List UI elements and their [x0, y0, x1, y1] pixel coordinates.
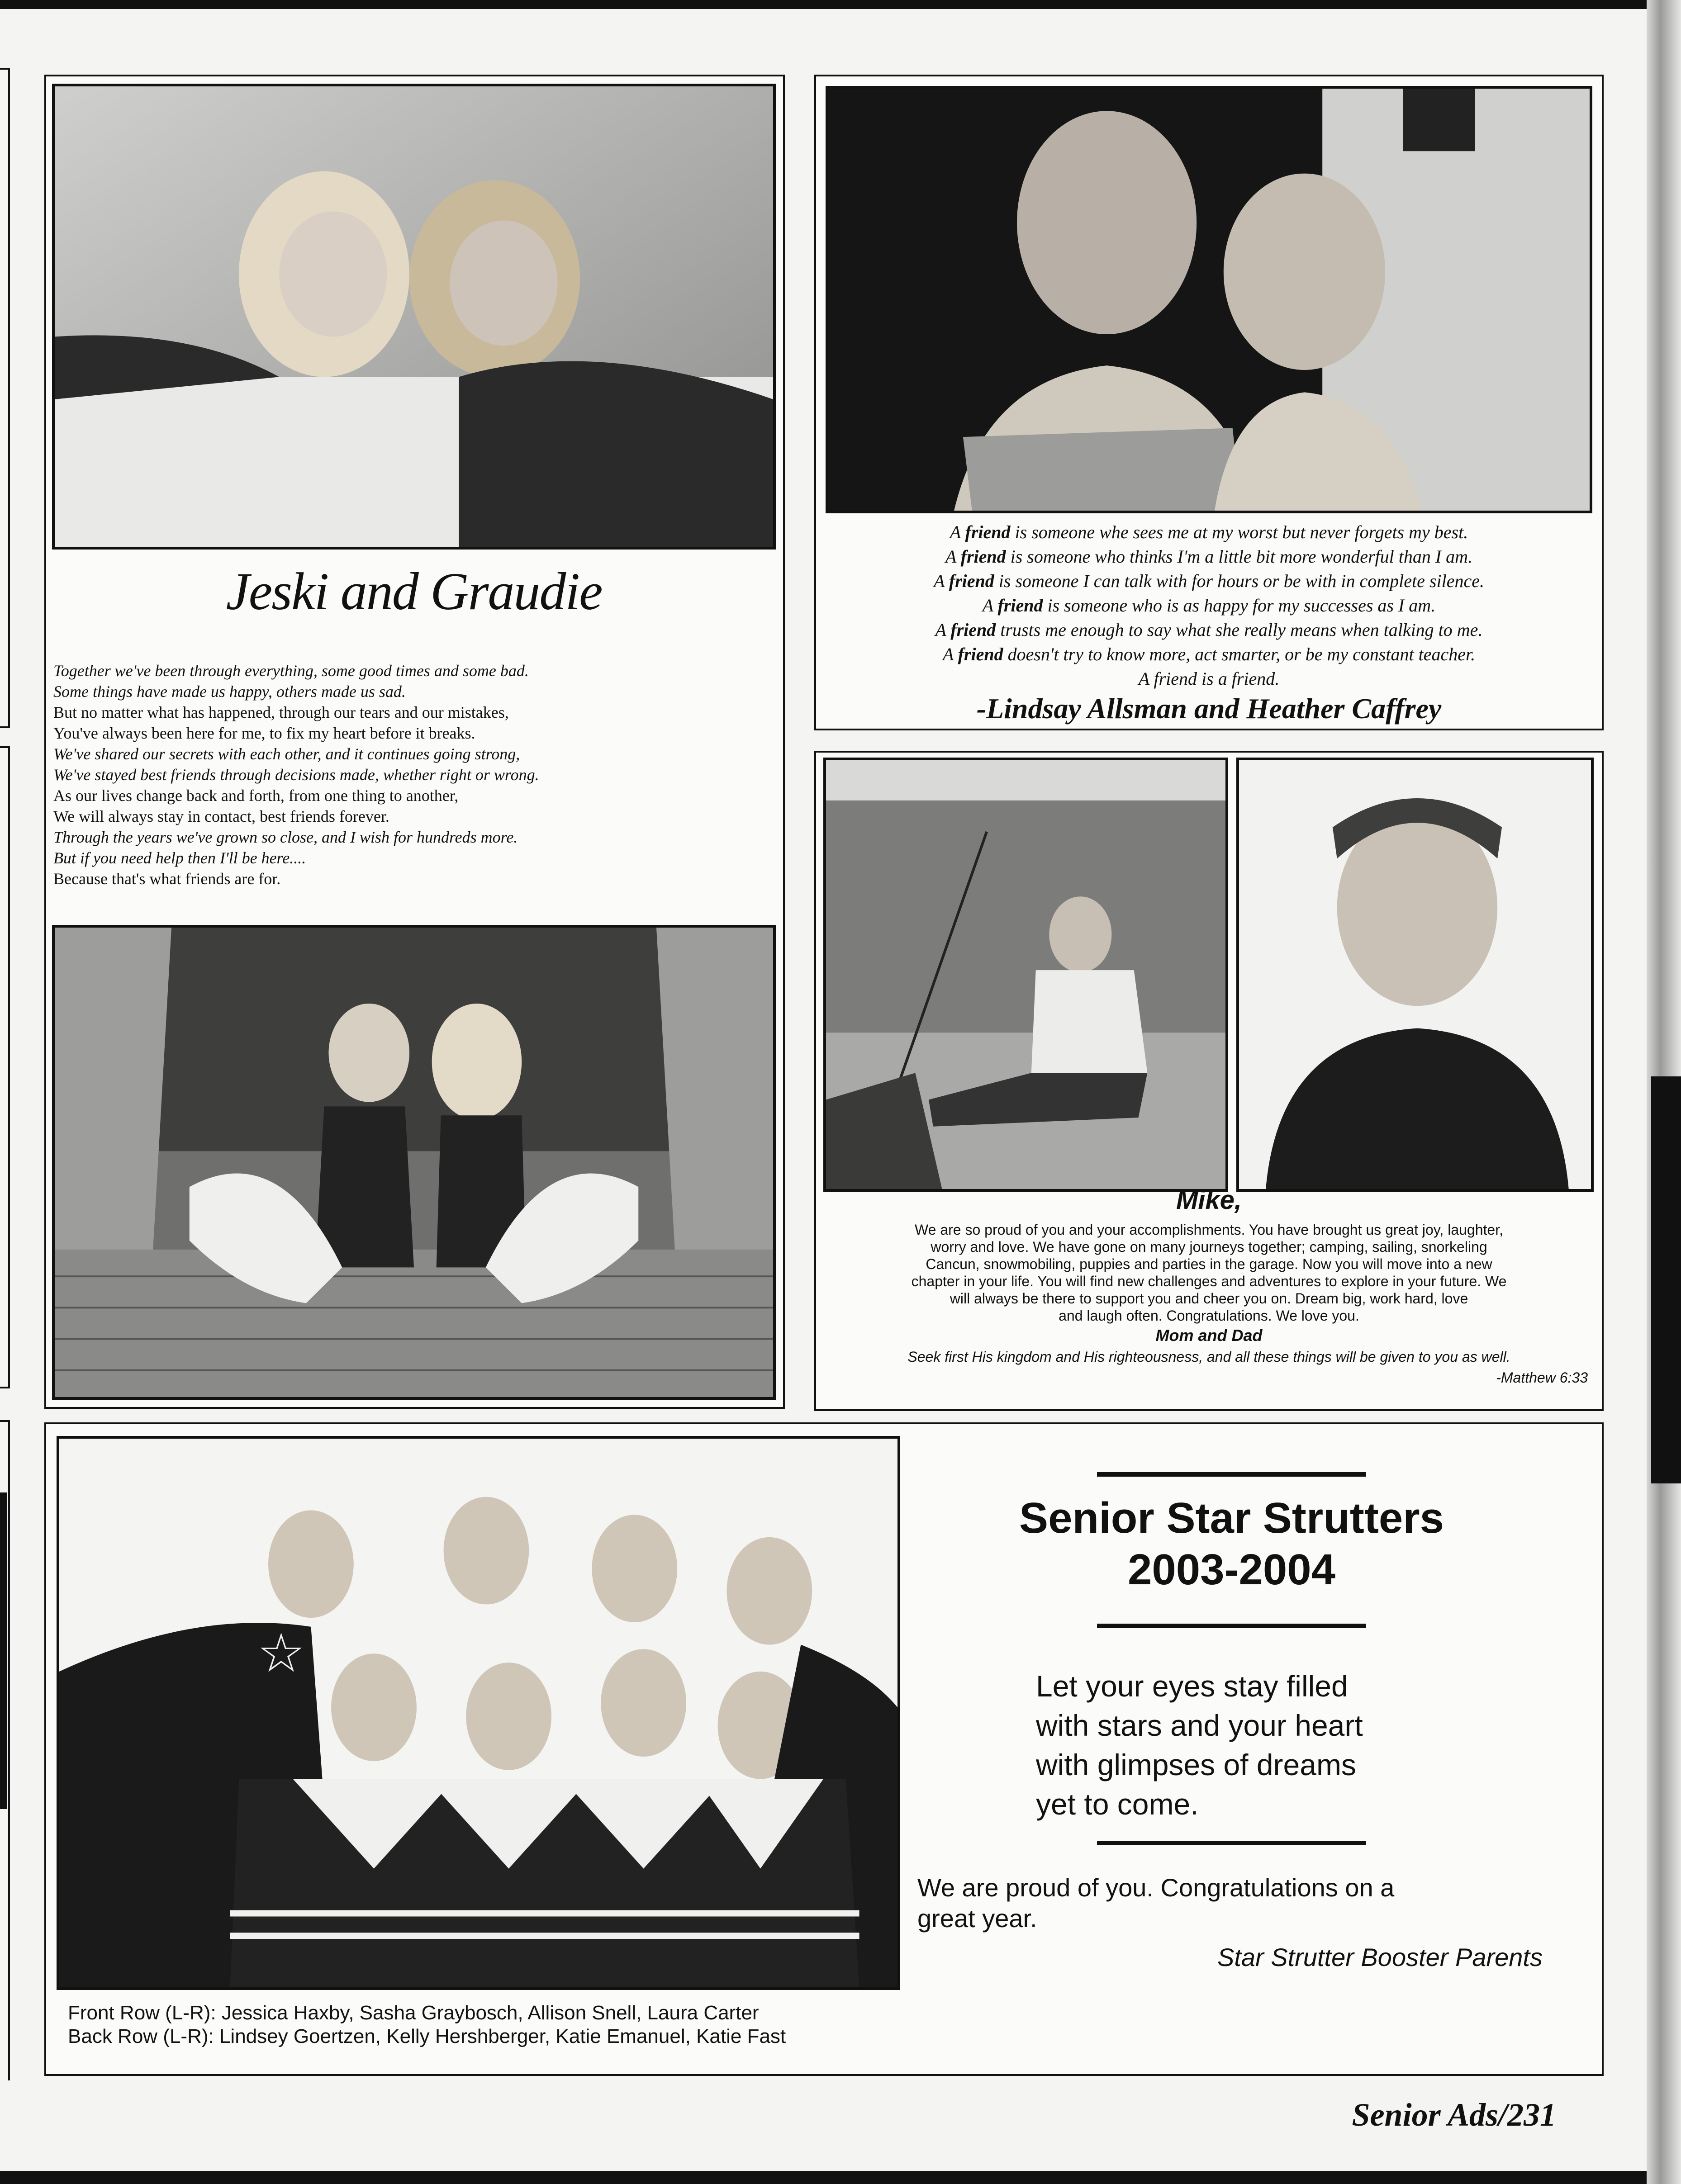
quote-line: with glimpses of dreams — [1036, 1748, 1356, 1781]
svg-text:☆: ☆ — [257, 1622, 306, 1685]
strutters-rule-middle — [1097, 1624, 1366, 1628]
message-line: We are proud of you. Congratulations on a — [917, 1873, 1395, 1902]
poem-line: Through the years we've grown so close, and I wish for hundreds more. — [53, 828, 518, 846]
poem-line: We've shared our secrets with each other, and it continues going strong, — [53, 745, 520, 763]
strutters-caption — [68, 2001, 909, 2048]
poem-line: Some things have made us happy, others made us sad. — [53, 682, 406, 701]
friend-line: A friend is someone whe sees me at my worst but never forgets my best. — [950, 522, 1468, 542]
friend-line: A friend is someone I can talk with for hours or be with in complete silence. — [934, 571, 1484, 591]
mike-photo-sailing — [823, 758, 1228, 1192]
poem-line: But no matter what has happened, through our tears and our mistakes, — [53, 703, 509, 721]
friend-photo — [826, 86, 1592, 513]
right-edge-tab — [1651, 1076, 1681, 1483]
strutters-message — [917, 1872, 1573, 1934]
strutters-rule-bottom — [1097, 1841, 1366, 1845]
jeski-title: Jeski and Graudie — [226, 562, 602, 621]
quote-line: with stars and your heart — [1036, 1709, 1363, 1742]
jeski-photo-top — [52, 84, 776, 550]
mike-signature: Mom and Dad — [1155, 1326, 1263, 1345]
mike-body-line: worry and love. We have gone on many journeys together; camping, sailing, snorkeling — [931, 1239, 1487, 1255]
jeski-poem — [53, 660, 777, 889]
strutters-title-line2: 2003-2004 — [1127, 1545, 1336, 1594]
strutters-rule-top — [1097, 1472, 1366, 1477]
left-edge-rule — [0, 68, 10, 728]
mike-heading: Mike, — [1176, 1185, 1242, 1215]
mike-verse-reference: -Matthew 6:33 — [1496, 1369, 1588, 1386]
mike-body-line: will always be there to support you and cheer you on. Dream big, work hard, love — [950, 1290, 1468, 1307]
mike-body-line: Cancun, snowmobiling, puppies and parties in the garage. Now you will move into a new — [926, 1256, 1492, 1272]
mike-body-line: and laugh often. Congratulations. We love you. — [1059, 1308, 1359, 1324]
mike-verse: Seek first His kingdom and His righteousness, and all these things will be given to you as well. — [907, 1349, 1510, 1365]
poem-line: Together we've been through everything, some good times and some bad. — [53, 662, 529, 680]
left-edge-black-bar — [0, 1492, 7, 1809]
friend-signature: -Lindsay Allsman and Heather Caffrey — [976, 692, 1442, 725]
mike-body — [823, 1221, 1595, 1324]
friend-line: A friend is someone who thinks I'm a little bit more wonderful than I am. — [945, 546, 1473, 567]
friend-line: A friend is someone who is as happy for my successes as I am. — [982, 595, 1436, 616]
strutters-title-line1: Senior Star Strutters — [1019, 1494, 1444, 1542]
jeski-photo-bottom — [52, 925, 776, 1400]
strutters-title — [918, 1492, 1545, 1596]
friend-line: A friend is a friend. — [1138, 668, 1280, 689]
poem-line: But if you need help then I'll be here.... — [53, 849, 306, 867]
left-edge-rule-2 — [0, 746, 10, 1388]
caption-front-row: Front Row (L-R): Jessica Haxby, Sasha Graybosch, Allison Snell, Laura Carter — [68, 2002, 759, 2024]
mike-photo-portrait — [1236, 758, 1594, 1192]
quote-line: yet to come. — [1036, 1787, 1199, 1821]
friend-poem — [826, 520, 1592, 691]
message-line: great year. — [917, 1904, 1037, 1933]
top-border — [0, 0, 1681, 9]
friend-line: A friend doesn't try to know more, act smarter, or be my constant teacher. — [942, 644, 1476, 664]
poem-line: We will always stay in contact, best friends forever. — [53, 807, 389, 825]
caption-back-row: Back Row (L-R): Lindsey Goertzen, Kelly Hershberger, Katie Emanuel, Katie Fast — [68, 2025, 786, 2047]
friend-line: A friend trusts me enough to say what she really means when talking to me. — [935, 620, 1483, 640]
poem-line: Because that's what friends are for. — [53, 870, 281, 888]
poem-line: We've stayed best friends through decisions made, whether right or wrong. — [53, 766, 539, 784]
mike-body-line: We are so proud of you and your accomplishments. You have brought us great joy, laughter, — [915, 1222, 1503, 1238]
bottom-border — [0, 2171, 1681, 2184]
page-label: Senior Ads/231 — [1352, 2097, 1556, 2133]
mike-body-line: chapter in your life. You will find new challenges and adventures to explore in your future. We — [911, 1273, 1507, 1289]
strutters-signature: Star Strutter Booster Parents — [1217, 1943, 1543, 1971]
poem-line: You've always been here for me, to fix my heart before it breaks. — [53, 724, 475, 742]
strutters-quote — [1036, 1667, 1398, 1824]
poem-line: As our lives change back and forth, from one thing to another, — [53, 786, 459, 805]
quote-line: Let your eyes stay filled — [1036, 1669, 1348, 1703]
strutters-photo — [57, 1436, 900, 1990]
